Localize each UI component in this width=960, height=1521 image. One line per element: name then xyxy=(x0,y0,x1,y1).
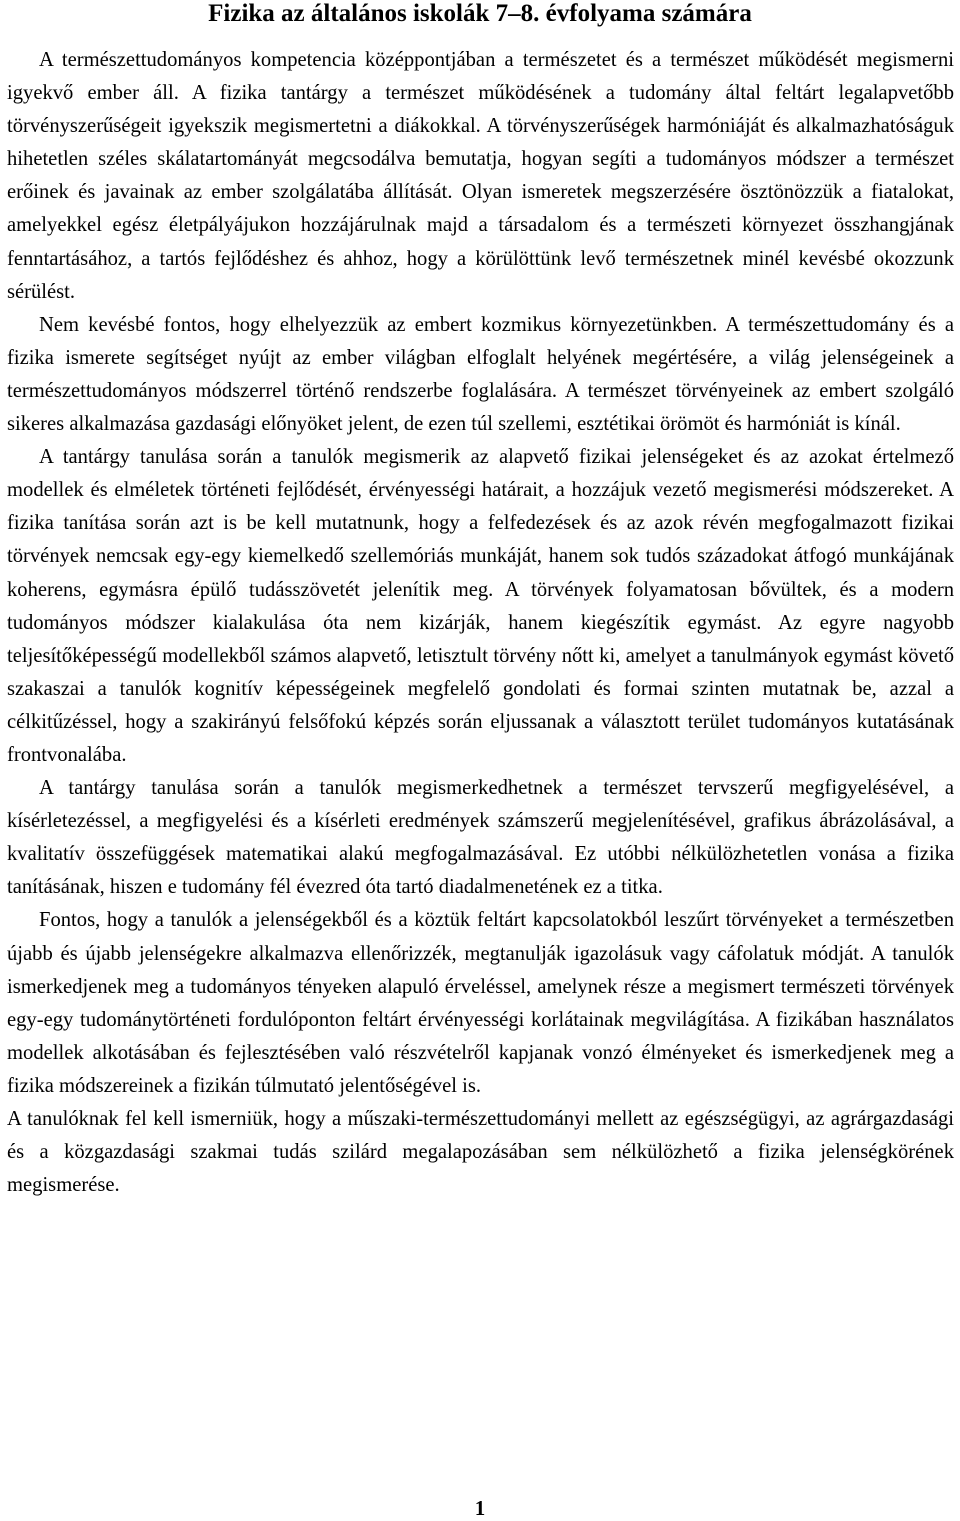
page-number: 1 xyxy=(474,1496,486,1520)
paragraph-2: Nem kevésbé fontos, hogy elhelyezzük az embert kozmikus környezetünkben. A természettudomány és a fizika ismerete segítséget nyújt az ember világban elfoglalt helyének megértésére, a világ jelenségeinek a természettudományos módszerrel történő rendszerbe foglalására. A természet törvényeinek az embert szolgáló sikeres alkalmazása gazdasági előnyöket jelent, de ezen túl szellemi, esztétikai örömöt és harmóniát is kínál. xyxy=(7,313,954,436)
paragraph-1: A természettudományos kompetencia középpontjában a természetet és a természet működését megismerni igyekvő ember áll. A fizika tantárgy a természet működésének a tudomány által feltárt legalapvetőbb törvényszerűségeit igyekszik megismertetni a diákokkal. A törvényszerűségek harmóniáját és alkalmazhatóságuk hihetetlen széles skálatartományát megcsodálva bemutatja, hogyan segíti a tudományos módszer a természet erőinek és javainak az ember szolgálatába állítását. Olyan ismeretek megszerzésére ösztönözzük a fiatalokat, amelyekkel egész életpályájukon hozzájárulnak majd a társadalom és a természeti környezet összhangjának fenntartásához, a tartós fejlődéshez és ahhoz, hogy a körülöttünk levő természetnek minél kevésbé okozzunk sérülést. xyxy=(7,49,954,303)
paragraph-6: A tanulóknak fel kell ismerniük, hogy a műszaki-természettudományi mellett az egészségügyi, az agrárgazdasági és a közgazdasági szakmai tudás szilárd megalapozásában sem nélkülözhető a fizika jelenségkörének megismerése. xyxy=(7,1108,954,1197)
paragraph-5: Fontos, hogy a tanulók a jelenségekből és a köztük feltárt kapcsolatokból leszűrt törvényeket a természetben újabb és újabb jelenségekre alkalmazva ellenőrizzék, megtanulják igazolásuk vagy cáfolatuk módját. A tanulók ismerkedjenek meg a tudományos tényeken alapuló érveléssel, amelynek része a megismert természeti törvények egy-egy tudománytörténeti fordulóponton feltárt érvényességi korlátainak megvilágítása. A fizikában használatos modellek alkotásában és fejlesztésében való részvételről kapjanak vonzó élményeket és ismerkedjenek meg a fizika módszereinek a fizikán túlmutató jelentőségével is. xyxy=(7,909,954,1097)
paragraph-4: A tantárgy tanulása során a tanulók megismerkedhetnek a természet tervszerű megfigyelésével, a kísérletezéssel, a megfigyelési és a kísérleti eredmények számszerű megjelenítésével, grafikus ábrázolásával, a kvalitatív összefüggések matematikai alakú megfogalmazásával. Ez utóbbi nélkülözhetetlen vonása a fizika tanításának, hiszen e tudomány fél évezred óta tartó diadalmenetének ez a titka. xyxy=(7,777,954,899)
paragraph-3: A tantárgy tanulása során a tanulók megismerik az alapvető fizikai jelenségeket és az azokat értelmező modellek és elméletek történeti fejlődését, érvényességi határait, a hozzájuk vezető megismerési módszereket. A fizika tanítása során azt is be kell mutatnunk, hogy a felfedezések és az azok révén megfogalmazott fizikai törvények nemcsak egy-egy kiemelkedő szellemóriás munkáját, hanem sok tudós századokat átfogó munkájának koherens, egymásra épülő tudásszövetét jelenítik meg. A törvények folyamatosan bővültek, és a modern tudományos módszer kialakulása óta nem kizárják, hanem kiegészítik egymást. Az egyre nagyobb teljesítőképességű modellekből számos alapvető, letisztult törvény nőtt ki, amelyet a tanulmányok egymást követő szakaszai a tanulók kognitív képességeinek megfelelő gondolati és formai szinten mutatnak be, azzal a célkitűzéssel, hogy a szakirányú felsőfokú képzés során eljussanak a választott terület tudományos kutatásának frontvonalába. xyxy=(7,446,954,766)
document-body xyxy=(7,44,954,1202)
document-title: Fizika az általános iskolák 7–8. évfolyama számára xyxy=(208,0,752,27)
